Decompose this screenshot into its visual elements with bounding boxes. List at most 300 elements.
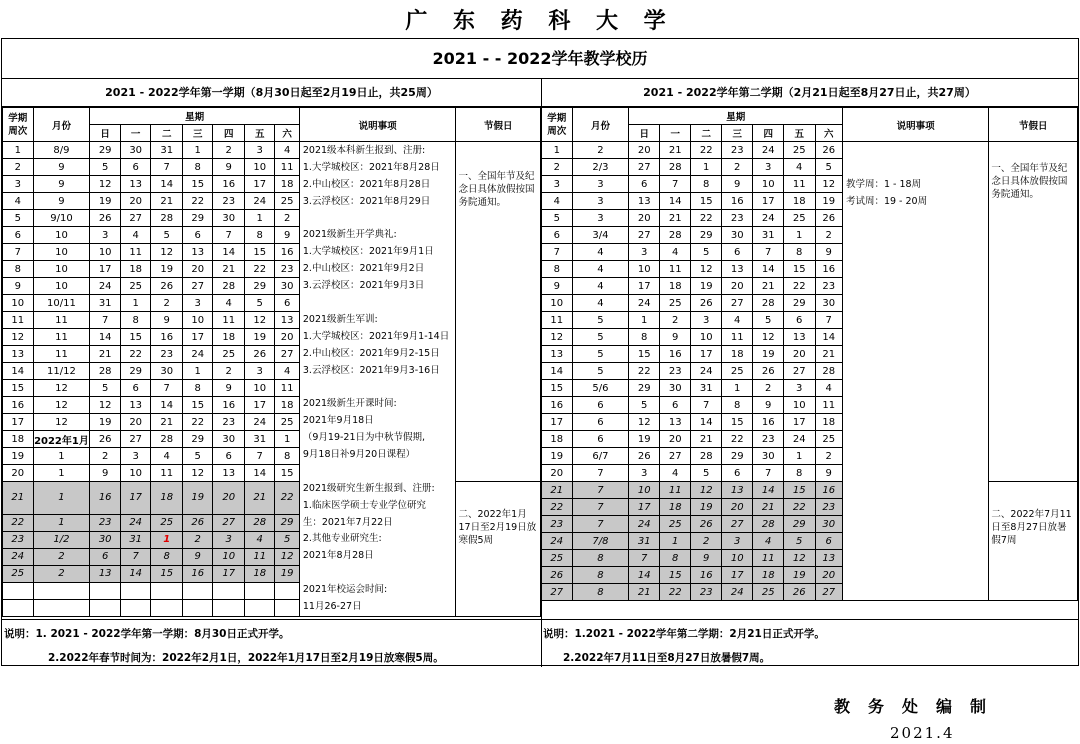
day-cell: 9 — [275, 227, 299, 244]
month-header: 月份 — [572, 108, 629, 142]
day-cell: 31 — [90, 295, 121, 312]
week-number-cell: 8 — [542, 261, 573, 278]
day-cell: 27 — [629, 159, 660, 176]
day-cell — [244, 599, 275, 616]
month-cell: 7 — [572, 465, 629, 482]
month-cell: 11 — [33, 346, 90, 363]
day-cell: 11 — [753, 550, 784, 567]
day-cell: 30 — [815, 516, 842, 533]
day-cell: 21 — [753, 278, 784, 295]
day-cell: 24 — [244, 414, 275, 431]
day-cell: 2 — [213, 363, 245, 380]
week-number-cell: 10 — [542, 295, 573, 312]
day-cell: 3 — [721, 533, 753, 550]
day-cell: 8 — [182, 380, 213, 397]
month-cell: 3/4 — [572, 227, 629, 244]
week-number-cell: 21 — [542, 482, 573, 499]
day-cell: 28 — [151, 210, 183, 227]
month-cell: 4 — [572, 261, 629, 278]
day-cell: 11 — [275, 380, 299, 397]
day-cell: 14 — [213, 244, 245, 261]
day-cell: 14 — [629, 567, 660, 584]
day-cell: 28 — [659, 227, 691, 244]
semester-1-footnote-line-2: 2.2022年春节时间为：2022年2月1日，2022年1月17日至2月19日放寒假5周。 — [48, 652, 444, 664]
day-cell: 8 — [120, 312, 151, 329]
week-number-cell — [3, 582, 34, 599]
day-cell: 19 — [244, 329, 275, 346]
day-cell: 27 — [721, 516, 753, 533]
semester-2-title: 2021 - 2022学年第二学期（2月21日起至8月27日止，共27周） — [541, 79, 1078, 107]
day-cell: 27 — [275, 346, 299, 363]
day-cell: 11 — [213, 312, 245, 329]
day-cell: 1 — [120, 295, 151, 312]
note-line: 2021级研究生新生报到、注册: — [302, 482, 435, 494]
day-cell: 7 — [659, 176, 691, 193]
day-cell — [90, 582, 121, 599]
day-cell: 7 — [151, 159, 183, 176]
day-cell: 14 — [659, 193, 691, 210]
day-cell: 28 — [753, 295, 784, 312]
day-cell: 24 — [629, 516, 660, 533]
compiler-credit: 教务处编制 — [834, 697, 1005, 716]
day-cell: 12 — [691, 261, 722, 278]
day-cell: 19 — [90, 414, 121, 431]
day-cell: 1 — [244, 210, 275, 227]
day-cell: 6 — [275, 295, 299, 312]
day-cell: 22 — [721, 431, 753, 448]
week-number-cell: 24 — [3, 548, 34, 565]
note-line: 11月26-27日 — [302, 601, 362, 613]
semester-1-footnote — [2, 619, 541, 666]
day-cell: 3 — [244, 363, 275, 380]
week-number-cell: 6 — [542, 227, 573, 244]
day-cell: 4 — [244, 531, 275, 548]
day-cell: 9 — [151, 312, 183, 329]
day-cell: 14 — [151, 397, 183, 414]
note-line: 1.大学城校区：2021年8月28日 — [302, 161, 440, 173]
week-number-cell: 2 — [3, 159, 34, 176]
day-cell: 17 — [629, 499, 660, 516]
day-cell: 5 — [275, 531, 299, 548]
day-cell: 23 — [213, 193, 245, 210]
day-cell: 1 — [182, 142, 213, 159]
day-cell: 3 — [182, 295, 213, 312]
day-cell: 21 — [659, 210, 691, 227]
day-cell: 15 — [691, 193, 722, 210]
calendar-title: 2021 - - 2022学年教学校历 — [2, 39, 1078, 79]
day-cell: 13 — [90, 565, 121, 582]
note-line: 2.其他专业研究生: — [302, 533, 382, 545]
month-cell: 7/8 — [572, 533, 629, 550]
school-calendar — [1, 38, 1079, 666]
day-cell: 12 — [275, 548, 299, 565]
day-cell: 26 — [90, 431, 121, 448]
day-cell: 25 — [721, 363, 753, 380]
day-cell: 20 — [721, 499, 753, 516]
weekday-header: 五 — [244, 125, 275, 142]
month-cell — [33, 582, 90, 599]
day-cell: 14 — [244, 465, 275, 482]
day-cell: 31 — [120, 531, 151, 548]
week-row — [3, 142, 541, 159]
day-cell: 26 — [629, 448, 660, 465]
weekday-header: 六 — [275, 125, 299, 142]
holiday-text: 一、全国年节及纪念日具体放假按国务院通知。 — [991, 163, 1068, 200]
day-cell: 7 — [213, 227, 245, 244]
day-cell: 22 — [691, 142, 722, 159]
day-cell: 14 — [815, 329, 842, 346]
day-cell: 18 — [213, 329, 245, 346]
week-number-cell: 17 — [3, 414, 34, 431]
month-cell: 2 — [572, 142, 629, 159]
day-cell: 7 — [90, 312, 121, 329]
week-number-cell: 13 — [542, 346, 573, 363]
day-cell: 4 — [659, 244, 691, 261]
note-line — [303, 464, 455, 481]
day-cell: 7 — [629, 550, 660, 567]
university-title: 广 东 药 科 大 学 — [405, 9, 675, 34]
day-cell: 7 — [244, 448, 275, 465]
day-cell: 11 — [275, 159, 299, 176]
month-cell: 10 — [33, 261, 90, 278]
day-cell: 2 — [753, 380, 784, 397]
day-cell: 8 — [783, 465, 815, 482]
month-cell: 5 — [572, 363, 629, 380]
day-cell: 8 — [783, 244, 815, 261]
day-cell: 20 — [629, 210, 660, 227]
day-cell: 11 — [815, 397, 842, 414]
month-header: 月份 — [33, 108, 90, 142]
day-cell: 13 — [815, 550, 842, 567]
day-cell: 9 — [815, 465, 842, 482]
day-cell: 23 — [691, 584, 722, 601]
month-cell: 1 — [33, 448, 90, 465]
day-cell: 23 — [275, 261, 299, 278]
day-cell: 18 — [783, 193, 815, 210]
day-cell: 1 — [629, 312, 660, 329]
note-line — [303, 211, 455, 228]
month-cell: 2 — [33, 548, 90, 565]
note-line — [303, 295, 455, 312]
day-cell: 6 — [213, 448, 245, 465]
month-cell: 3 — [572, 210, 629, 227]
day-cell: 23 — [753, 431, 784, 448]
day-cell: 1 — [783, 227, 815, 244]
weekday-group-header: 星期 — [629, 108, 843, 125]
day-cell: 17 — [213, 565, 245, 582]
day-cell: 24 — [629, 295, 660, 312]
week-number-cell: 5 — [542, 210, 573, 227]
day-cell: 9 — [815, 244, 842, 261]
day-cell: 15 — [151, 565, 183, 582]
month-cell: 3 — [572, 176, 629, 193]
day-cell: 21 — [151, 414, 183, 431]
weekday-header: 日 — [629, 125, 660, 142]
day-cell: 9 — [691, 550, 722, 567]
day-cell: 29 — [182, 431, 213, 448]
note-line: 2021级新生开课时间: — [302, 398, 397, 410]
day-cell: 4 — [275, 142, 299, 159]
day-cell: 18 — [151, 482, 183, 515]
notes-header: 说明事项 — [842, 108, 988, 142]
day-cell: 26 — [753, 363, 784, 380]
day-cell: 25 — [659, 295, 691, 312]
day-cell: 13 — [275, 312, 299, 329]
note-line: 1.大学城校区：2021年9月1-14日 — [302, 330, 450, 342]
week-number-cell: 24 — [542, 533, 573, 550]
note-line: 3.云浮校区：2021年9月3-16日 — [302, 364, 440, 376]
month-cell: 5/6 — [572, 380, 629, 397]
day-cell: 6 — [721, 465, 753, 482]
day-cell: 8 — [659, 550, 691, 567]
day-cell: 10 — [120, 465, 151, 482]
day-cell: 5 — [629, 397, 660, 414]
day-cell: 23 — [815, 499, 842, 516]
weekday-header: 日 — [90, 125, 121, 142]
week-number-cell: 26 — [542, 567, 573, 584]
day-cell: 21 — [90, 346, 121, 363]
day-cell: 19 — [151, 261, 183, 278]
day-cell: 15 — [182, 176, 213, 193]
day-cell: 2 — [659, 312, 691, 329]
day-cell: 22 — [659, 584, 691, 601]
day-cell: 17 — [721, 567, 753, 584]
header-row — [3, 108, 541, 125]
note-line: 2021年9月18日 — [302, 415, 374, 427]
day-cell: 30 — [721, 227, 753, 244]
day-cell: 4 — [815, 380, 842, 397]
day-cell: 25 — [151, 514, 183, 531]
week-number-cell: 15 — [3, 380, 34, 397]
day-cell: 22 — [783, 499, 815, 516]
day-cell: 18 — [275, 397, 299, 414]
day-cell: 13 — [120, 176, 151, 193]
day-cell: 24 — [244, 193, 275, 210]
day-cell: 4 — [783, 159, 815, 176]
day-cell: 3 — [753, 159, 784, 176]
day-cell: 2 — [151, 295, 183, 312]
day-cell: 5 — [151, 227, 183, 244]
day-cell: 15 — [659, 567, 691, 584]
day-cell: 25 — [753, 584, 784, 601]
day-cell: 14 — [120, 565, 151, 582]
day-cell: 7 — [753, 465, 784, 482]
day-cell: 28 — [691, 448, 722, 465]
day-cell: 24 — [721, 584, 753, 601]
day-cell: 30 — [213, 210, 245, 227]
day-cell — [151, 599, 183, 616]
day-cell: 18 — [275, 176, 299, 193]
day-cell: 6 — [815, 533, 842, 550]
day-cell: 7 — [815, 312, 842, 329]
day-cell: 16 — [90, 482, 121, 515]
day-cell: 29 — [182, 210, 213, 227]
week-number-cell: 14 — [3, 363, 34, 380]
note-line — [846, 143, 987, 160]
note-line: 2021级新生开学典礼: — [302, 229, 397, 241]
month-cell: 10 — [33, 227, 90, 244]
note-line: 2021年校运会时间: — [302, 584, 388, 596]
day-cell: 23 — [815, 278, 842, 295]
weekday-header: 四 — [213, 125, 245, 142]
semester-2-panel — [541, 79, 1078, 601]
note-line: 教学周：1 - 18周 — [845, 178, 922, 190]
day-cell: 9 — [753, 397, 784, 414]
day-cell: 18 — [120, 261, 151, 278]
day-cell: 21 — [815, 346, 842, 363]
day-cell: 26 — [783, 584, 815, 601]
day-cell: 17 — [783, 414, 815, 431]
day-cell: 25 — [275, 193, 299, 210]
week-number-cell: 22 — [3, 514, 34, 531]
week-number-cell: 16 — [542, 397, 573, 414]
day-cell: 22 — [691, 210, 722, 227]
day-cell — [90, 599, 121, 616]
day-cell: 14 — [151, 176, 183, 193]
day-cell: 27 — [721, 295, 753, 312]
day-cell: 4 — [275, 363, 299, 380]
day-cell: 13 — [629, 193, 660, 210]
day-cell: 27 — [182, 278, 213, 295]
day-cell: 11 — [120, 244, 151, 261]
day-cell: 27 — [629, 227, 660, 244]
day-cell: 15 — [275, 465, 299, 482]
day-cell: 15 — [120, 329, 151, 346]
holiday-note-vacation — [989, 482, 1078, 601]
day-cell: 3 — [244, 142, 275, 159]
day-cell: 24 — [691, 363, 722, 380]
day-cell: 22 — [629, 363, 660, 380]
day-cell: 19 — [783, 567, 815, 584]
month-cell: 8 — [572, 550, 629, 567]
month-cell: 7 — [572, 499, 629, 516]
week-number-cell: 12 — [3, 329, 34, 346]
day-cell: 5 — [244, 295, 275, 312]
weekday-group-header: 星期 — [90, 108, 299, 125]
day-cell: 7 — [120, 548, 151, 565]
day-cell: 22 — [120, 346, 151, 363]
day-cell: 25 — [783, 210, 815, 227]
day-cell: 20 — [182, 261, 213, 278]
month-cell: 2022年1月 — [33, 431, 90, 448]
day-cell — [244, 582, 275, 599]
week-number-cell: 4 — [542, 193, 573, 210]
day-cell: 12 — [815, 176, 842, 193]
day-cell: 27 — [120, 431, 151, 448]
month-cell: 10 — [33, 244, 90, 261]
day-cell: 19 — [90, 193, 121, 210]
day-cell: 21 — [659, 142, 691, 159]
week-number-cell: 23 — [3, 531, 34, 548]
note-line — [303, 565, 455, 582]
day-cell: 18 — [721, 346, 753, 363]
holiday-note-national — [456, 142, 541, 482]
day-cell: 16 — [815, 261, 842, 278]
day-cell — [213, 599, 245, 616]
day-cell: 4 — [120, 227, 151, 244]
day-cell: 13 — [659, 414, 691, 431]
day-cell: 15 — [244, 244, 275, 261]
day-cell: 26 — [691, 516, 722, 533]
day-cell: 24 — [90, 278, 121, 295]
week-number-cell: 23 — [542, 516, 573, 533]
note-line: 2.中山校区：2021年9月2-15日 — [302, 347, 440, 359]
day-cell: 19 — [629, 431, 660, 448]
day-cell: 16 — [182, 565, 213, 582]
day-cell: 11 — [151, 465, 183, 482]
week-number-cell: 1 — [542, 142, 573, 159]
day-cell: 15 — [629, 346, 660, 363]
day-cell: 2 — [721, 159, 753, 176]
day-cell: 25 — [275, 414, 299, 431]
day-cell: 19 — [753, 346, 784, 363]
day-cell: 22 — [182, 414, 213, 431]
holiday-note-vacation — [456, 482, 541, 617]
day-cell: 9 — [182, 548, 213, 565]
note-line: 3.云浮校区：2021年9月3日 — [302, 280, 425, 292]
day-cell: 29 — [275, 514, 299, 531]
week-row — [3, 482, 541, 515]
day-cell: 1 — [151, 531, 183, 548]
note-line: 3.云浮校区：2021年8月29日 — [302, 195, 431, 207]
day-cell: 19 — [691, 499, 722, 516]
day-cell: 5 — [691, 465, 722, 482]
month-cell: 8 — [572, 567, 629, 584]
day-cell: 12 — [244, 312, 275, 329]
day-cell: 2 — [815, 448, 842, 465]
day-cell: 5 — [691, 244, 722, 261]
day-cell: 14 — [753, 482, 784, 499]
day-cell: 12 — [151, 244, 183, 261]
semester-1-panel — [2, 79, 541, 617]
month-cell: 9 — [33, 159, 90, 176]
day-cell: 23 — [151, 346, 183, 363]
day-cell: 13 — [783, 329, 815, 346]
day-cell: 5 — [182, 448, 213, 465]
day-cell: 9 — [721, 176, 753, 193]
day-cell: 10 — [244, 380, 275, 397]
day-cell: 14 — [90, 329, 121, 346]
day-cell: 6 — [783, 312, 815, 329]
day-cell: 18 — [815, 414, 842, 431]
day-cell: 12 — [629, 414, 660, 431]
day-cell: 3 — [90, 227, 121, 244]
notes-header: 说明事项 — [299, 108, 456, 142]
day-cell: 4 — [753, 533, 784, 550]
day-cell: 17 — [120, 482, 151, 515]
day-cell: 6 — [629, 176, 660, 193]
day-cell: 17 — [182, 329, 213, 346]
week-number-cell: 13 — [3, 346, 34, 363]
day-cell: 10 — [721, 550, 753, 567]
day-cell: 18 — [753, 567, 784, 584]
day-cell: 15 — [182, 397, 213, 414]
day-cell: 14 — [691, 414, 722, 431]
day-cell: 3 — [691, 312, 722, 329]
week-number-cell: 2 — [542, 159, 573, 176]
day-cell: 22 — [275, 482, 299, 515]
month-cell: 12 — [33, 414, 90, 431]
week-number-cell: 7 — [3, 244, 34, 261]
month-cell: 11/12 — [33, 363, 90, 380]
holiday-text: 一、全国年节及纪念日具体放假按国务院通知。 — [458, 171, 535, 208]
month-cell: 4 — [572, 244, 629, 261]
day-cell: 28 — [753, 516, 784, 533]
day-cell: 5 — [753, 312, 784, 329]
day-cell: 30 — [815, 295, 842, 312]
day-cell: 13 — [213, 465, 245, 482]
day-cell: 1 — [182, 363, 213, 380]
